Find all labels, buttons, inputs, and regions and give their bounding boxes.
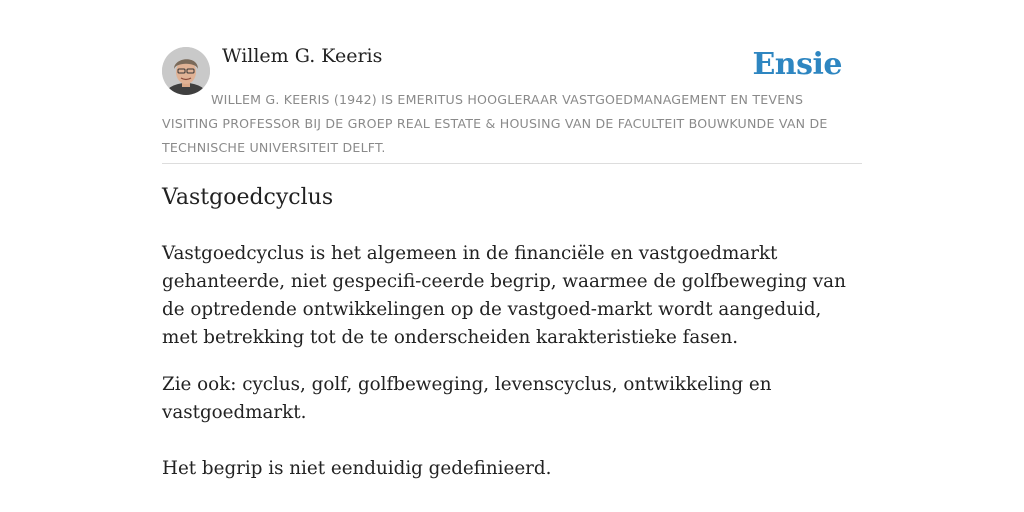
ensie-logo[interactable]: Ensie: [752, 47, 842, 82]
entry-paragraph-see-also: Zie ook: cyclus, golf, golfbeweging, levenscyclus, ontwikkeling en vastgoedmarkt.: [162, 374, 772, 423]
entry-paragraph-note: Het begrip is niet eenduidig gedefinieerd.: [162, 458, 552, 479]
author-header: [162, 0, 862, 164]
author-bio: WILLEM G. KEERIS (1942) IS EMERITUS HOOGLERAAR VASTGOEDMANAGEMENT EN TEVENS VISITING PROFESSOR BIJ DE GROEP REAL ESTATE & HOUSING VAN DE FACULTEIT BOUWKUNDE VAN DE TECHNISCHE UNIVERSITEIT DELFT.: [162, 92, 828, 155]
author-name[interactable]: Willem G. Keeris: [222, 45, 383, 67]
entry-title: Vastgoedcyclus: [162, 185, 334, 210]
content-column: [162, 0, 862, 479]
entry-paragraph-definition: Vastgoedcyclus is het algemeen in de financiële en vastgoedmarkt gehanteerde, niet gespecifi-ceerde begrip, waarmee de golfbeweging van de optredende ontwikkelingen op de vastgoed-markt wordt aangeduid, met betrekking tot de te onderscheiden karakteristieke fasen.: [162, 243, 846, 348]
